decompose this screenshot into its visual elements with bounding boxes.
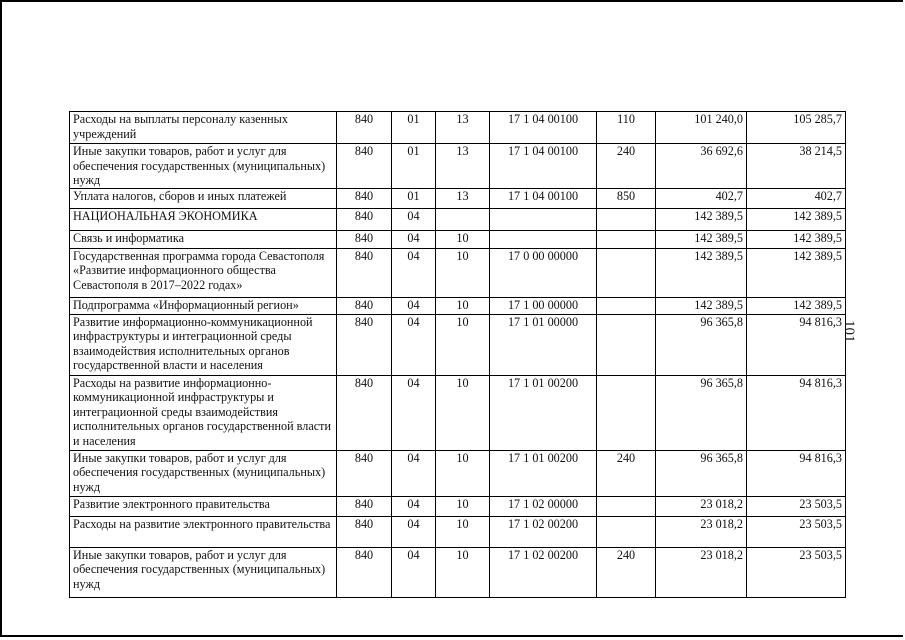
amount-year2-cell: 94 816,3 (747, 375, 846, 450)
subsection-code-cell: 13 (436, 112, 490, 144)
section-code-cell: 04 (392, 248, 436, 297)
expense-name-cell: Развитие электронного правительства (70, 496, 337, 516)
ministry-code-cell: 840 (337, 230, 392, 248)
target-article-cell: 17 1 02 00200 (490, 516, 597, 547)
amount-year2-cell: 105 285,7 (747, 112, 846, 144)
amount-year1-cell: 142 389,5 (656, 230, 747, 248)
ministry-code-cell: 840 (337, 144, 392, 189)
table-row (70, 112, 846, 144)
amount-year2-cell: 23 503,5 (747, 547, 846, 597)
ministry-code-cell: 840 (337, 112, 392, 144)
expense-name-cell: Расходы на развитие информационно-коммуникационной инфраструктуры и интеграционной среды взаимодействия исполнительных органов государственной власти и населения (70, 375, 337, 450)
amount-year1-cell: 402,7 (656, 188, 747, 208)
amount-year1-cell: 96 365,8 (656, 375, 747, 450)
amount-year1-cell: 23 018,2 (656, 516, 747, 547)
target-article-cell: 17 1 02 00000 (490, 496, 597, 516)
amount-year2-cell: 94 816,3 (747, 450, 846, 496)
expense-type-cell (597, 314, 656, 375)
target-article-cell: 17 1 04 00100 (490, 112, 597, 144)
target-article-cell: 17 1 04 00100 (490, 188, 597, 208)
amount-year2-cell: 402,7 (747, 188, 846, 208)
expense-name-cell: Развитие информационно-коммуникационной инфраструктуры и интеграционной среды взаимодействия исполнительных органов государственной власти и населения (70, 314, 337, 375)
target-article-cell: 17 1 01 00200 (490, 450, 597, 496)
section-code-cell: 04 (392, 314, 436, 375)
ministry-code-cell: 840 (337, 496, 392, 516)
budget-table (69, 111, 846, 598)
table-row (70, 230, 846, 248)
subsection-code-cell: 10 (436, 248, 490, 297)
table-row (70, 314, 846, 375)
amount-year1-cell: 96 365,8 (656, 450, 747, 496)
page-number: 101 (841, 320, 857, 343)
ministry-code-cell: 840 (337, 547, 392, 597)
amount-year1-cell: 36 692,6 (656, 144, 747, 189)
target-article-cell: 17 0 00 00000 (490, 248, 597, 297)
table-row (70, 516, 846, 547)
subsection-code-cell: 10 (436, 297, 490, 314)
target-article-cell: 17 1 02 00200 (490, 547, 597, 597)
table-row (70, 496, 846, 516)
subsection-code-cell: 10 (436, 450, 490, 496)
amount-year1-cell: 23 018,2 (656, 547, 747, 597)
target-article-cell: 17 1 01 00200 (490, 375, 597, 450)
section-code-cell: 04 (392, 547, 436, 597)
expense-type-cell (597, 297, 656, 314)
table-row (70, 450, 846, 496)
amount-year2-cell: 23 503,5 (747, 496, 846, 516)
section-code-cell: 01 (392, 112, 436, 144)
target-article-cell: 17 1 04 00100 (490, 144, 597, 189)
target-article-cell (490, 230, 597, 248)
section-code-cell: 04 (392, 375, 436, 450)
amount-year2-cell: 38 214,5 (747, 144, 846, 189)
target-article-cell (490, 208, 597, 230)
section-code-cell: 04 (392, 496, 436, 516)
expense-type-cell (597, 375, 656, 450)
amount-year2-cell: 94 816,3 (747, 314, 846, 375)
amount-year1-cell: 101 240,0 (656, 112, 747, 144)
section-heading-cell: НАЦИОНАЛЬНАЯ ЭКОНОМИКА (70, 208, 337, 230)
expense-name-cell: Государственная программа города Севастополя «Развитие информационного общества Севастополя в 2017–2022 годах» (70, 248, 337, 297)
table-row (70, 375, 846, 450)
amount-year2-cell: 23 503,5 (747, 516, 846, 547)
expense-type-cell: 110 (597, 112, 656, 144)
amount-year1-cell: 142 389,5 (656, 297, 747, 314)
subsection-code-cell: 10 (436, 496, 490, 516)
expense-type-cell (597, 516, 656, 547)
table-row (70, 547, 846, 597)
amount-year2-cell: 142 389,5 (747, 297, 846, 314)
subsection-code-cell: 10 (436, 516, 490, 547)
expense-name-cell: Расходы на развитие электронного правительства (70, 516, 337, 547)
ministry-code-cell: 840 (337, 450, 392, 496)
section-code-cell: 04 (392, 516, 436, 547)
ministry-code-cell: 840 (337, 375, 392, 450)
amount-year2-cell: 142 389,5 (747, 208, 846, 230)
section-code-cell: 01 (392, 188, 436, 208)
table-row (70, 144, 846, 189)
ministry-code-cell: 840 (337, 516, 392, 547)
expense-name-cell: Расходы на выплаты персоналу казенных учреждений (70, 112, 337, 144)
section-code-cell: 04 (392, 230, 436, 248)
subsection-code-cell: 13 (436, 188, 490, 208)
amount-year2-cell: 142 389,5 (747, 248, 846, 297)
amount-year1-cell: 23 018,2 (656, 496, 747, 516)
table-row (70, 248, 846, 297)
expense-type-cell: 240 (597, 144, 656, 189)
amount-year1-cell: 96 365,8 (656, 314, 747, 375)
amount-year1-cell: 142 389,5 (656, 248, 747, 297)
subsection-code-cell: 10 (436, 230, 490, 248)
expense-type-cell (597, 248, 656, 297)
ministry-code-cell: 840 (337, 248, 392, 297)
section-code-cell: 04 (392, 450, 436, 496)
target-article-cell: 17 1 00 00000 (490, 297, 597, 314)
expense-type-cell (597, 208, 656, 230)
section-code-cell: 01 (392, 144, 436, 189)
expense-name-cell: Связь и информатика (70, 230, 337, 248)
table-row (70, 208, 846, 230)
expense-name-cell: Иные закупки товаров, работ и услуг для обеспечения государственных (муниципальных) нужд (70, 450, 337, 496)
ministry-code-cell: 840 (337, 208, 392, 230)
table-row (70, 188, 846, 208)
section-code-cell: 04 (392, 208, 436, 230)
expense-name-cell: Подпрограмма «Информационный регион» (70, 297, 337, 314)
amount-year1-cell: 142 389,5 (656, 208, 747, 230)
ministry-code-cell: 840 (337, 314, 392, 375)
ministry-code-cell: 840 (337, 297, 392, 314)
subsection-code-cell: 10 (436, 314, 490, 375)
expense-type-cell: 850 (597, 188, 656, 208)
amount-year2-cell: 142 389,5 (747, 230, 846, 248)
subsection-code-cell: 10 (436, 547, 490, 597)
expense-name-cell: Уплата налогов, сборов и иных платежей (70, 188, 337, 208)
expense-type-cell (597, 230, 656, 248)
subsection-code-cell (436, 208, 490, 230)
subsection-code-cell: 13 (436, 144, 490, 189)
expense-type-cell: 240 (597, 547, 656, 597)
target-article-cell: 17 1 01 00000 (490, 314, 597, 375)
section-code-cell: 04 (392, 297, 436, 314)
expense-type-cell (597, 496, 656, 516)
expense-type-cell: 240 (597, 450, 656, 496)
table-row (70, 297, 846, 314)
expense-name-cell: Иные закупки товаров, работ и услуг для обеспечения государственных (муниципальных) нужд (70, 144, 337, 189)
expense-name-cell: Иные закупки товаров, работ и услуг для обеспечения государственных (муниципальных) нужд (70, 547, 337, 597)
subsection-code-cell: 10 (436, 375, 490, 450)
ministry-code-cell: 840 (337, 188, 392, 208)
